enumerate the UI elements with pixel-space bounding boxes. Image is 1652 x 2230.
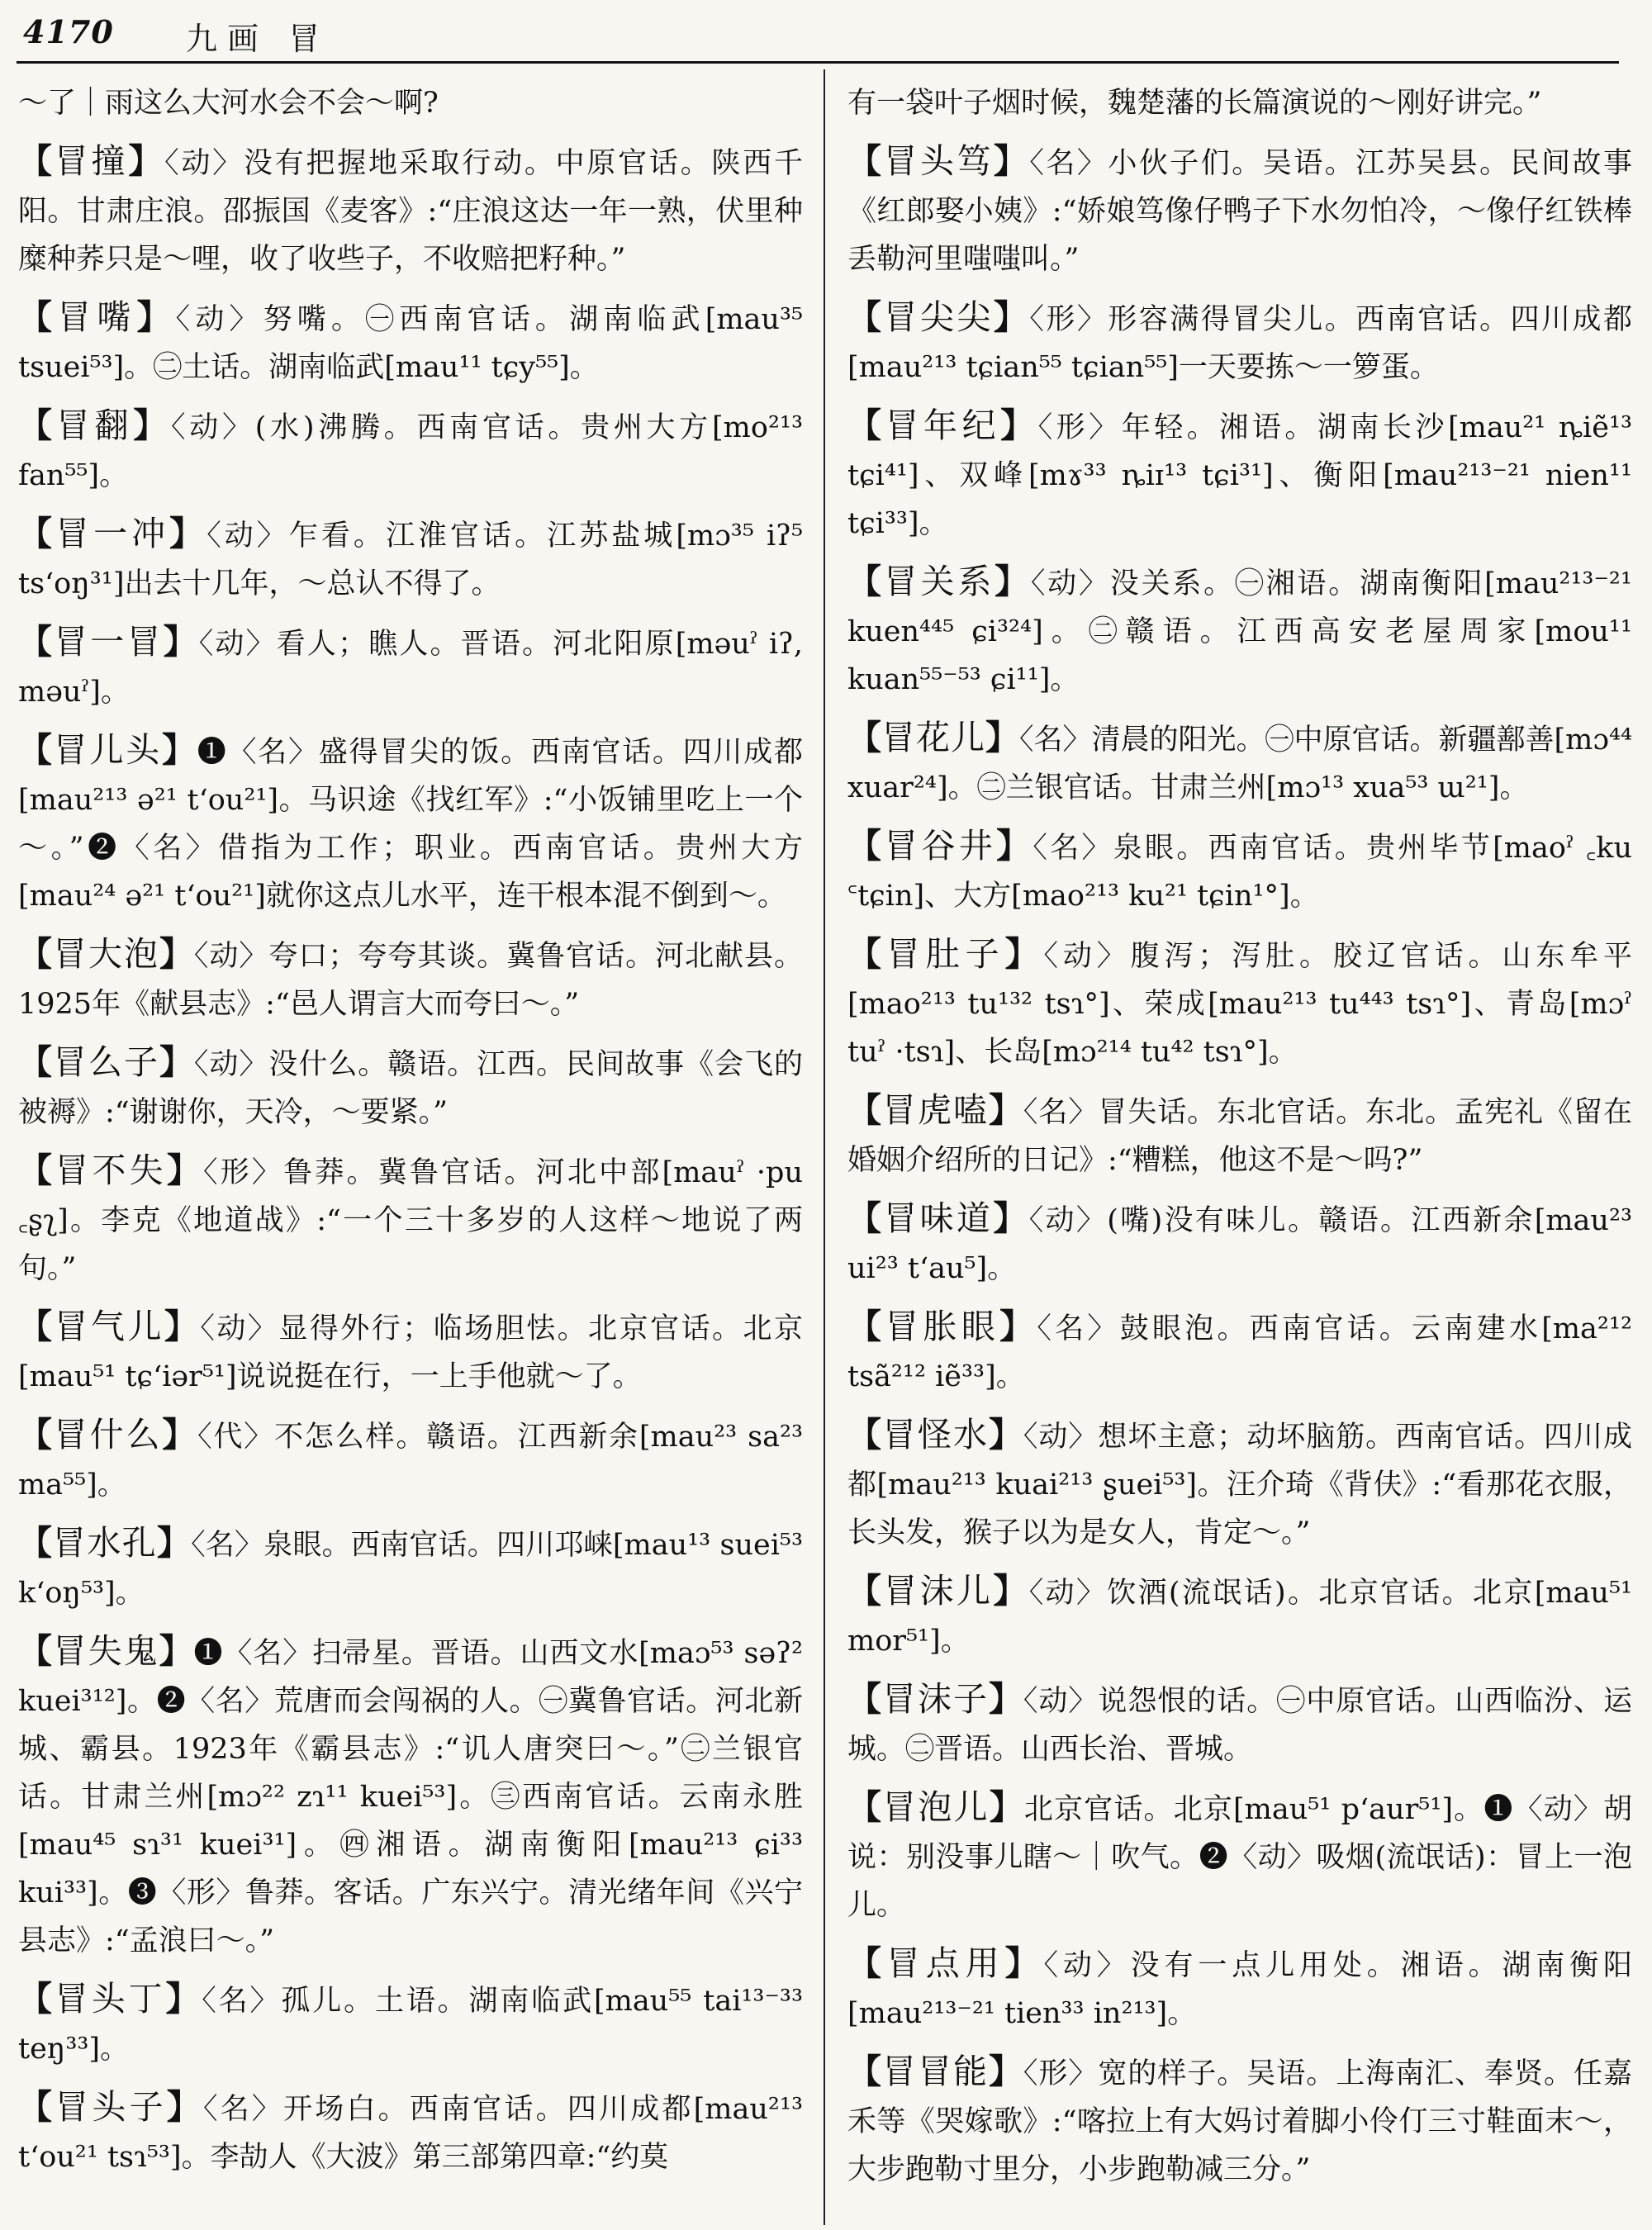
definition-text: 〈动〉想坏主意；动坏脑筋。西南官话。四川成都[mau²¹³ kuai²¹³ ʂuei⁵³]。汪介琦《背伕》:“看那花衣服，长头发，猴子以为是女人，肯定～。” xyxy=(847,1421,1632,1549)
headword: 冒撞 xyxy=(54,141,129,181)
dictionary-entry xyxy=(847,1194,1632,1293)
close-bracket: 】 xyxy=(1004,1943,1044,1983)
headword: 冒虎嗑 xyxy=(881,1090,989,1130)
close-bracket: 】 xyxy=(1000,406,1038,445)
dictionary-entry xyxy=(847,930,1632,1076)
headword: 冒肚子 xyxy=(885,934,1005,974)
dictionary-entry xyxy=(847,558,1632,704)
open-bracket: 【 xyxy=(847,2052,882,2091)
definition-text: 〈代〉不怎么样。赣语。江西新余[mau²³ sa²³ ma⁵⁵]。 xyxy=(18,1421,803,1502)
left-column xyxy=(18,79,803,2227)
open-bracket: 【 xyxy=(847,1090,882,1130)
headword: 冒沫子 xyxy=(881,1679,989,1719)
dictionary-entry xyxy=(18,618,803,716)
headword: 冒年纪 xyxy=(885,406,1001,445)
entry-text: ～了｜雨这么大河水会不会～啊? xyxy=(18,87,439,120)
header-rule xyxy=(17,61,1619,64)
headword: 冒一冒 xyxy=(54,622,164,662)
definition-text: 〈动〉努嘴。㊀西南官话。湖南临武[mau³⁵ tsuei⁵³]。㊁土话。湖南临武[mau¹¹ tɕy⁵⁵]。 xyxy=(18,303,803,384)
close-bracket: 】 xyxy=(996,826,1033,866)
definition-text: 〈动〉饮酒(流氓话)。北京官话。北京[mau⁵¹ mor⁵¹]。 xyxy=(847,1577,1632,1658)
close-bracket: 】 xyxy=(163,622,199,662)
open-bracket: 【 xyxy=(847,1943,886,1983)
headword: 冒头笃 xyxy=(883,141,994,181)
definition-text: 〈动〉没有把握地采取行动。中原官话。陕西千阳。甘肃庄浪。邵振国《麦客》:“庄浪这达一年一熟，伏里种糜种荞只是～哩，收了收些子，不收赔把籽种。” xyxy=(18,147,803,276)
close-bracket: 】 xyxy=(988,2052,1023,2091)
close-bracket: 】 xyxy=(993,1571,1029,1611)
open-bracket: 【 xyxy=(847,1787,883,1827)
open-bracket: 【 xyxy=(18,1307,55,1346)
definition-text: 〈动〉没什么。赣语。江西。民间故事《会飞的被褥》:“谢谢你，天冷，～要紧。” xyxy=(18,1048,803,1129)
headword: 冒冒能 xyxy=(881,2052,989,2091)
dictionary-entry xyxy=(18,1627,803,1965)
close-bracket: 】 xyxy=(164,1307,201,1346)
open-bracket: 【 xyxy=(18,2087,55,2127)
definition-text: 〈动〉说怨恨的话。㊀中原官话。山西临汾、运城。㊁晋语。山西长治、晋城。 xyxy=(847,1685,1632,1766)
dictionary-entry xyxy=(18,1411,803,1509)
dictionary-entry xyxy=(847,1302,1632,1401)
close-bracket: 】 xyxy=(166,1151,204,1190)
page-number: 4170 xyxy=(23,13,114,50)
headword: 冒沫儿 xyxy=(883,1571,994,1611)
headword: 冒怪水 xyxy=(881,1415,989,1454)
close-bracket: 】 xyxy=(165,1979,202,2019)
close-bracket: 】 xyxy=(162,1415,198,1454)
definition-text: 〈动〉乍看。江淮官话。江苏盐城[mɔ³⁵ iʔ⁵ ts‘oŋ³¹]出去十几年，～总认不得了。 xyxy=(18,520,803,600)
definition-text: 〈名〉冒失话。东北官话。东北。孟宪礼《留在婚姻介绍所的日记》:“糟糕，他这不是～吗?” xyxy=(847,1096,1632,1177)
dictionary-entry xyxy=(18,930,803,1028)
dictionary-entry xyxy=(18,1302,803,1401)
dictionary-entry xyxy=(847,1567,1632,1665)
headword: 冒味道 xyxy=(883,1198,994,1238)
dictionary-entry xyxy=(18,401,803,500)
definition-text: 〈动〉显得外行；临场胆怯。北京官话。北京[mau⁵¹ tɕ‘iər⁵¹]说说挺在行，一上手他就～了。 xyxy=(18,1312,803,1393)
headword: 冒头丁 xyxy=(54,1979,166,2019)
definition-text: 〈形〉鲁莽。冀鲁官话。河北中部[mauˀ ·pu ꜀ʂʅ]。李克《地道战》:“一个三十多岁的人这样～地说了两句。” xyxy=(18,1156,803,1285)
headword: 冒儿头 xyxy=(53,730,162,770)
close-bracket: 】 xyxy=(988,1415,1023,1454)
page-header xyxy=(17,12,1619,61)
headword: 冒一冲 xyxy=(55,514,170,553)
headword: 冒什么 xyxy=(53,1415,163,1454)
entry-continuation xyxy=(18,79,803,127)
dictionary-entry xyxy=(18,2083,803,2181)
open-bracket: 【 xyxy=(847,718,881,757)
definition-text: 北京官话。北京[mau⁵¹ p‘aur⁵¹]。❶〈动〉胡说：别没事儿瞎～｜吹气。❷〈动〉吸烟(流氓话)：冒上一泡儿。 xyxy=(847,1793,1632,1922)
definition-text: ❶〈名〉扫帚星。晋语。山西文水[maɔ⁵³ səʔ² kuei³¹²]。❷〈名〉荒唐而会闯祸的人。㊀冀鲁官话。河北新城、霸县。1923年《霸县志》:“讥人唐突曰～。”㊁兰银官话。甘肃兰州[mɔ²² zɿ¹¹ kuei⁵³]。㊂西南官话。云南永胜[mau⁴⁵ sɿ³¹ kuei³¹]。㊃湘语。湖南衡阳[mau²¹³ ɕi³³ kui³³]。❸〈形〉鲁莽。客话。广东兴宁。清光绪年间《兴宁县志》:“孟浪曰～。” xyxy=(18,1637,803,1957)
close-bracket: 】 xyxy=(993,297,1030,337)
headword: 冒花儿 xyxy=(881,718,985,757)
open-bracket: 【 xyxy=(18,730,54,770)
open-bracket: 【 xyxy=(18,1042,53,1082)
close-bracket: 】 xyxy=(993,141,1030,181)
definition-text: 〈动〉(水)沸腾。西南官话。贵州大方[mo²¹³ fan⁵⁵]。 xyxy=(18,411,803,492)
open-bracket: 【 xyxy=(18,1523,53,1563)
open-bracket: 【 xyxy=(18,1979,55,2019)
definition-text: 〈名〉鼓眼泡。西南官话。云南建水[ma²¹² tsã²¹² iẽ³³]。 xyxy=(847,1312,1632,1393)
dictionary-entry xyxy=(847,1675,1632,1773)
open-bracket: 【 xyxy=(847,1679,882,1719)
definition-text: 〈形〉宽的样子。吴语。上海南汇、奉贤。任嘉禾等《哭嫁歌》:“喀拉上有大妈讨着脚小伶仃三寸鞋面末～，大步跑勒寸里分，小步跑勒减三分。” xyxy=(847,2057,1632,2186)
definition-text: 〈动〉没关系。㊀湘语。湖南衡阳[mau²¹³⁻²¹ kuen⁴⁴⁵ ɕi³²⁴]。㊁赣语。江西高安老屋周家[mou¹¹ kuan⁵⁵⁻⁵³ ɕi¹¹]。 xyxy=(847,567,1632,696)
open-bracket: 【 xyxy=(847,826,885,866)
open-bracket: 【 xyxy=(847,1198,884,1238)
running-head: 九画 冒 xyxy=(186,21,330,57)
definition-text: 〈名〉孤儿。土语。湖南临武[mau⁵⁵ tai¹³⁻³³ teŋ³³]。 xyxy=(18,1985,803,2066)
headword: 冒关系 xyxy=(883,562,995,601)
close-bracket: 】 xyxy=(985,718,1019,757)
close-bracket: 】 xyxy=(993,1198,1029,1238)
dictionary-entry xyxy=(847,714,1632,812)
definition-text: 〈名〉开场白。西南官话。四川成都[mau²¹³ t‘ou²¹ tsɿ⁵³]。李劼人《大波》第三部第四章:“约莫 xyxy=(18,2093,803,2174)
close-bracket: 】 xyxy=(128,141,165,181)
entry-text: 有一袋叶子烟时候，魏楚藩的长篇演说的～刚好讲完。” xyxy=(847,87,1542,120)
dictionary-entry xyxy=(847,1086,1632,1184)
headword: 冒谷井 xyxy=(884,826,997,866)
headword: 冒气儿 xyxy=(54,1307,164,1346)
definition-text: 〈动〉看人；瞧人。晋语。河北阳原[məuˀ iʔ, məuˀ]。 xyxy=(18,628,803,709)
close-bracket: 】 xyxy=(136,297,176,337)
definition-text: 〈形〉形容满得冒尖儿。西南官话。四川成都[mau²¹³ tɕian⁵⁵ tɕian⁵⁵]一天要拣～一箩蛋。 xyxy=(847,303,1632,384)
headword: 冒尖尖 xyxy=(883,297,994,337)
dictionary-entry xyxy=(18,137,803,283)
close-bracket: 】 xyxy=(159,1042,194,1082)
open-bracket: 【 xyxy=(847,297,884,337)
open-bracket: 【 xyxy=(18,406,56,445)
open-bracket: 【 xyxy=(18,934,53,974)
dictionary-entry xyxy=(18,1975,803,2073)
dictionary-entry xyxy=(847,401,1632,548)
close-bracket: 】 xyxy=(133,406,171,445)
column-divider xyxy=(824,69,825,2225)
close-bracket: 】 xyxy=(988,1679,1023,1719)
open-bracket: 【 xyxy=(847,1571,884,1611)
definition-text: 〈动〉没有一点儿用处。湘语。湖南衡阳[mau²¹³⁻²¹ tien³³ in²¹³]。 xyxy=(847,1949,1632,2030)
open-bracket: 【 xyxy=(18,1151,55,1190)
definition-text: 〈动〉夸口；夸夸其谈。冀鲁官话。河北献县。1925年《献县志》:“邑人谓言大而夸曰～。” xyxy=(18,940,803,1021)
headword: 冒么子 xyxy=(52,1042,159,1082)
dictionary-entry xyxy=(847,293,1632,391)
headword: 冒泡儿 xyxy=(882,1787,990,1827)
dictionary-entry xyxy=(18,726,803,920)
open-bracket: 【 xyxy=(847,406,885,445)
dictionary-entry xyxy=(18,1146,803,1293)
close-bracket: 】 xyxy=(169,514,207,553)
close-bracket: 】 xyxy=(156,1523,192,1563)
headword: 冒头子 xyxy=(55,2087,167,2127)
close-bracket: 】 xyxy=(988,1090,1023,1130)
dictionary-entry xyxy=(18,293,803,391)
definition-text: 〈动〉腹泻；泻肚。胶辽官话。山东牟平[mao²¹³ tu¹³² tsɿ°]、荣成[mau²¹³ tu⁴⁴³ tsɿ°]、青岛[mɔˀ tuˀ ·tsɿ]、长岛[mɔ²¹⁴ tu⁴² tsɿ°]。 xyxy=(847,940,1632,1069)
open-bracket: 【 xyxy=(18,297,58,337)
open-bracket: 【 xyxy=(18,1415,54,1454)
definition-text: 〈形〉年轻。湘语。湖南长沙[mau²¹ ȵiẽ¹³ tɕi⁴¹]、双峰[mɤ³³ ȵiɪ¹³ tɕi³¹]、衡阳[mau²¹³⁻²¹ nien¹¹ tɕi³³]。 xyxy=(847,411,1632,540)
open-bracket: 【 xyxy=(18,622,55,662)
definition-text: ❶〈名〉盛得冒尖的饭。西南官话。四川成都[mau²¹³ ə²¹ t‘ou²¹]。马识途《找红军》:“小饭铺里吃上一个～。”❷〈名〉借指为工作；职业。西南官话。贵州大方[mau²⁴ ə²¹ t‘ou²¹]就你这点儿水平，连干根本混不倒到～。 xyxy=(18,736,803,913)
headword: 冒胀眼 xyxy=(885,1307,1000,1346)
entry-continuation xyxy=(847,79,1632,127)
definition-text: 〈名〉小伙子们。吴语。江苏吴县。民间故事《红郎娶小姨》:“娇娘笃像仔鸭子下水勿怕冷，～像仔红铁棒丢勒河里嗤嗤叫。” xyxy=(847,147,1632,276)
definition-text: 〈动〉(嘴)没有味儿。赣语。江西新余[mau²³ ui²³ t‘au⁵]。 xyxy=(847,1204,1632,1285)
dictionary-entry xyxy=(847,1939,1632,2038)
open-bracket: 【 xyxy=(18,1631,53,1671)
open-bracket: 【 xyxy=(847,562,884,601)
open-bracket: 【 xyxy=(18,141,55,181)
dictionary-entry xyxy=(18,1519,803,1617)
headword: 冒翻 xyxy=(55,406,134,445)
dictionary-entry xyxy=(18,510,803,608)
definition-text: 〈名〉泉眼。西南官话。贵州毕节[maoˀ ꜀ku ꜂tɕin]、大方[mao²¹³ ku²¹ tɕin¹°]。 xyxy=(847,832,1632,913)
headword: 冒失鬼 xyxy=(52,1631,159,1671)
close-bracket: 】 xyxy=(162,730,197,770)
close-bracket: 】 xyxy=(995,562,1031,601)
close-bracket: 】 xyxy=(1004,934,1044,974)
headword: 冒大泡 xyxy=(52,934,159,974)
dictionary-entry xyxy=(847,1411,1632,1557)
open-bracket: 【 xyxy=(847,1307,885,1346)
dictionary-entry xyxy=(18,1038,803,1136)
close-bracket: 】 xyxy=(159,934,194,974)
open-bracket: 【 xyxy=(847,141,884,181)
dictionary-entry xyxy=(847,137,1632,283)
definition-text: 〈名〉清晨的阳光。㊀中原官话。新疆鄯善[mɔ⁴⁴ xuar²⁴]。㊁兰银官话。甘肃兰州[mɔ¹³ xua⁵³ ɯ²¹]。 xyxy=(847,724,1632,804)
headword: 冒嘴 xyxy=(57,297,137,337)
definition-text: 〈名〉泉眼。西南官话。四川邛崃[mau¹³ suei⁵³ k‘oŋ⁵³]。 xyxy=(18,1529,803,1610)
headword: 冒点用 xyxy=(885,1943,1005,1983)
dictionary-entry xyxy=(847,1783,1632,1929)
dictionary-entry xyxy=(847,2047,1632,2194)
right-column xyxy=(847,79,1632,2227)
open-bracket: 【 xyxy=(847,1415,882,1454)
headword: 冒水孔 xyxy=(52,1523,157,1563)
open-bracket: 【 xyxy=(18,514,56,553)
close-bracket: 】 xyxy=(989,1787,1024,1827)
close-bracket: 】 xyxy=(999,1307,1037,1346)
close-bracket: 】 xyxy=(159,1631,194,1671)
open-bracket: 【 xyxy=(847,934,886,974)
dictionary-entry xyxy=(847,822,1632,920)
close-bracket: 】 xyxy=(166,2087,203,2127)
headword: 冒不失 xyxy=(55,1151,167,1190)
